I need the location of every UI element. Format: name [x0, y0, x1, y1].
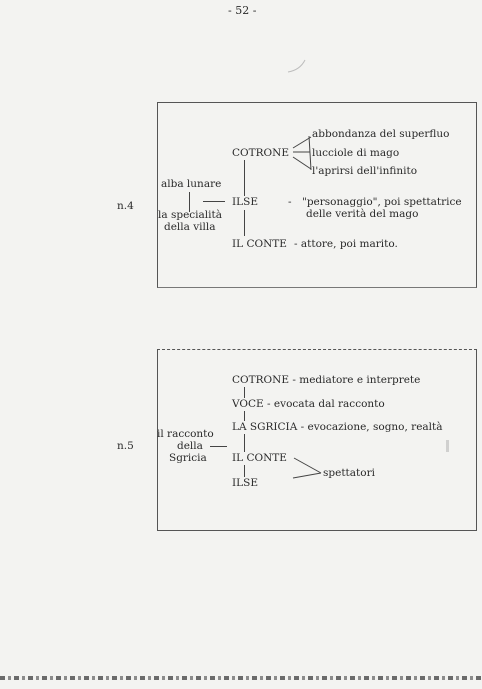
scan-edge: [0, 676, 482, 680]
villa-label: della villa: [164, 221, 216, 233]
ilse-description-1: "personaggio", poi spettatrice: [302, 196, 462, 208]
scan-smudge: [446, 440, 449, 452]
branch-abbondanza: abbondanza del superfluo: [312, 128, 450, 140]
ilse-description-2: delle verità del mago: [306, 208, 419, 220]
branch-lucciole: lucciole di mago: [312, 147, 400, 159]
diagram-4-label: n.4: [117, 200, 134, 212]
voce-node: VOCE - evocata dal racconto: [232, 398, 385, 410]
page-number: - 52 -: [228, 4, 257, 17]
cotrone-node-5: COTRONE - mediatore e interprete: [232, 374, 421, 386]
della-label: della: [177, 440, 203, 452]
branch-infinito: l'aprirsi dell'infinito: [312, 165, 418, 177]
ilse-node: ILSE: [232, 196, 258, 208]
specialita-label: la specialità: [158, 209, 222, 221]
il-conte-node-5: IL CONTE: [232, 452, 287, 464]
alba-lunare-label: alba lunare: [161, 178, 222, 190]
conte-description: - attore, poi marito.: [294, 238, 398, 250]
spettatori-label: spettatori: [323, 467, 375, 479]
il-conte-node: IL CONTE: [232, 238, 287, 250]
sgricia-node: LA SGRICIA - evocazione, sogno, realtà: [232, 421, 443, 433]
diagram-5-label: n.5: [117, 440, 134, 452]
racconto-label: il racconto: [157, 428, 214, 440]
ilse-dash: -: [288, 196, 292, 208]
ilse-node-5: ILSE: [232, 477, 258, 489]
sgricia-label: Sgricia: [169, 452, 207, 464]
cotrone-node: COTRONE: [232, 147, 290, 159]
